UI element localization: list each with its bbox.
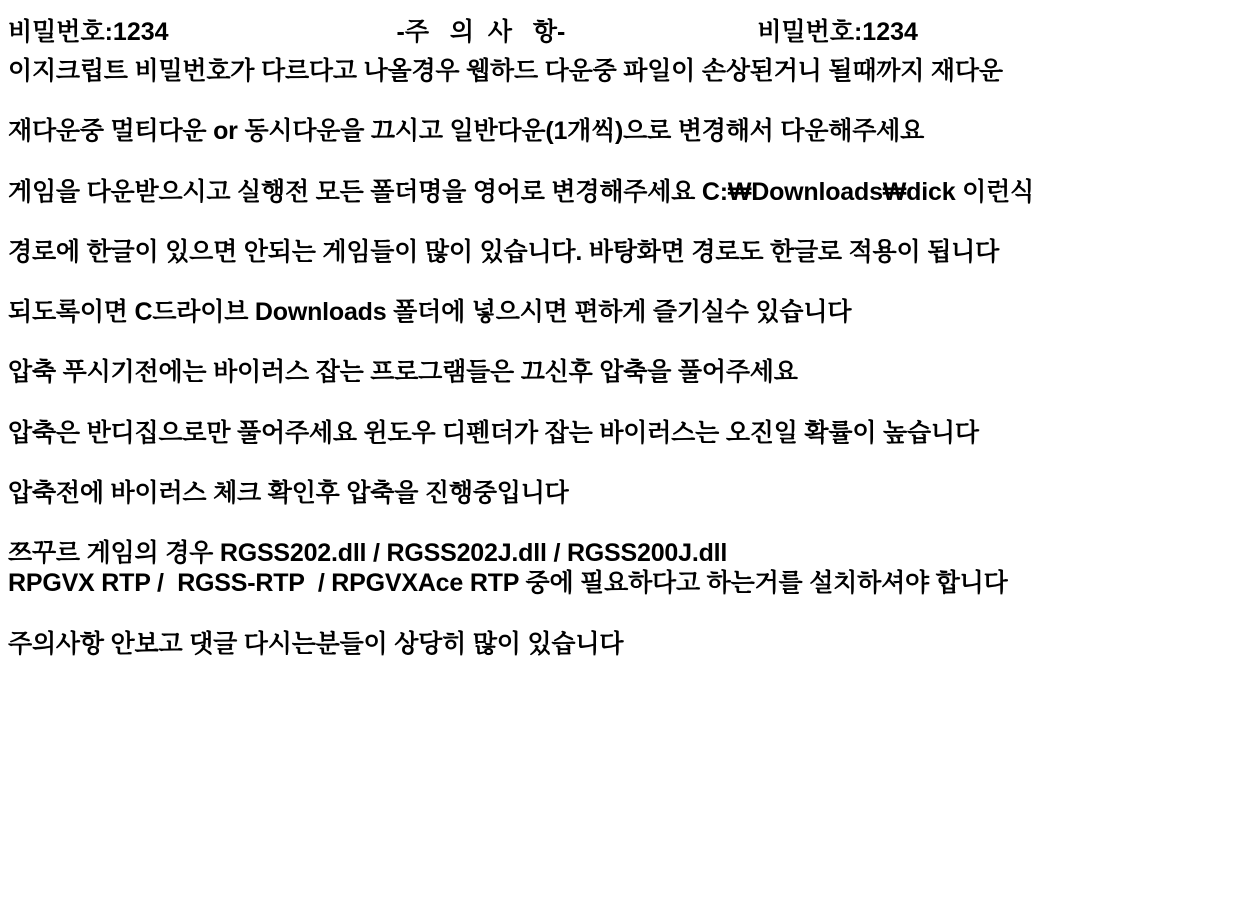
password-right: 비밀번호:1234 [757,18,918,46]
notice-line: 재다운중 멀티다운 or 동시다운을 끄시고 일반다운(1개씩)으로 변경해서 다운해주세요 [8,117,925,146]
notice-line: 압축은 반디집으로만 풀어주세요 윈도우 디펜더가 잡는 바이러스는 오진일 확률이 높습니다 [8,418,979,447]
page-title: -주 의 사 항- [396,18,566,46]
notice-line: 이지크립트 비밀번호가 다르다고 나올경우 웹하드 다운중 파일이 손상된거니 될때까지 재다운 [8,57,1003,85]
notice-line: 압축전에 바이러스 체크 확인후 압축을 진행중입니다 [8,478,569,507]
notice-line: 경로에 한글이 있으면 안되는 게임들이 많이 있습니다. 바탕화면 경로도 한글로 적용이 됩니다 [8,237,1000,266]
notice-header [8,12,1238,46]
notice-body [8,58,1238,657]
notice-line: 쯔꾸르 게임의 경우 RGSS202.dll / RGSS202J.dll / RGSS200J.dll [8,539,728,567]
password-left: 비밀번호:1234 [8,18,169,46]
notice-line: RPGVX RTP / RGSS-RTP / RPGVXAce RTP 중에 필요하다고 하는거를 설치하셔야 합니다 [8,569,1008,598]
notice-line: 게임을 다운받으시고 실행전 모든 폴더명을 영어로 변경해주세요 C:₩Downloads₩dick 이런식 [8,177,1035,206]
notice-line: 주의사항 안보고 댓글 다시는분들이 상당히 많이 있습니다 [8,629,624,658]
notice-line: 되도록이면 C드라이브 Downloads 폴더에 넣으시면 편하게 즐기실수 있습니다 [8,298,852,326]
notice-line: 압축 푸시기전에는 바이러스 잡는 프로그램들은 끄신후 압축을 풀어주세요 [8,358,798,387]
